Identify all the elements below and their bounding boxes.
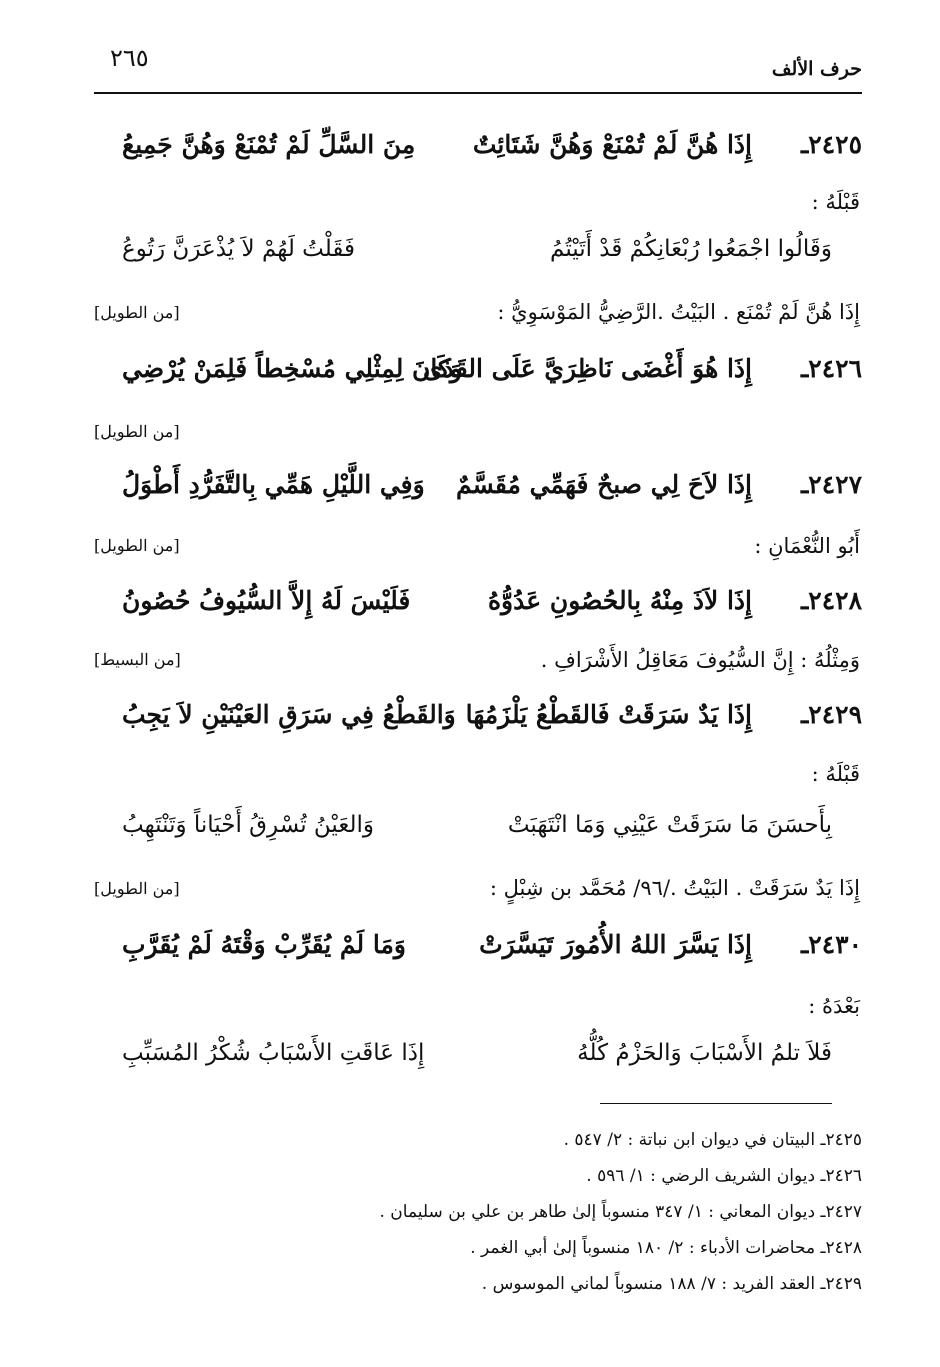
- verse-hemistich-first: إِذَا هُوَ أَغْضَى نَاظِرَيَّ عَلَى القَذَى: [423, 354, 752, 383]
- verse-hemistich-first: إِذَا يَسَّرَ اللهُ الأُمُورَ تَيَسَّرَتْ: [479, 930, 752, 959]
- verse-note: أَبُو النُّعْمَانِ :: [754, 534, 860, 558]
- verse-number: ٢٤٢٨ـ: [800, 586, 862, 615]
- related-verse: [94, 812, 862, 856]
- meter-label: [من البسيط]: [94, 650, 181, 669]
- meter-label: [من الطويل]: [94, 879, 180, 898]
- verse-note: قَبْلَهُ :: [811, 762, 860, 786]
- verse-hemistich-second: وَمَا لَمْ يُقَرِّبْ وَقْتَهُ لَمْ يُقَرَّبِ: [122, 930, 406, 959]
- related-verse: [94, 1040, 862, 1084]
- verse-note: وَمِثْلُهُ : إِنَّ السُّيُوفَ مَعَاقِلُ الأَشْرَافِ .: [540, 648, 860, 672]
- footnote-item: ٢٤٢٥ـ البيتان في ديوان ابن نباتة : ٢/ ٥٤٧ .: [563, 1130, 862, 1150]
- verse-hemistich-first: إِذَا لاَحَ لِي صبحٌ فَهَمِّي مُقَسَّمٌ: [455, 470, 752, 499]
- verse-reference: إِذَا يَدٌ سَرَقَتْ . البَيْتُ ./٩٦/ مُحَمَّد بن شِبْلٍ :: [489, 876, 860, 900]
- verse-note: بَعْدَهُ :: [808, 994, 860, 1018]
- related-hemistich-first: بِأَحسَنَ مَا سَرَقَتْ عَيْنِي وَمَا انْتَهَبَتْ: [507, 812, 832, 838]
- verse-number: ٢٤٣٠ـ: [800, 930, 862, 959]
- footnote-item: ٢٤٢٦ـ ديوان الشريف الرضي : ١/ ٥٩٦ .: [586, 1166, 862, 1186]
- related-hemistich-first: فَلاَ تلمُ الأَسْبَابَ وَالحَزْمُ كُلُّهُ: [577, 1040, 832, 1066]
- verse-note: قَبْلَهُ :: [811, 190, 860, 214]
- verse-hemistich-second: وَفِي اللَّيْلِ هَمِّي بِالتَّفَرُّدِ أَطْوَلُ: [122, 470, 425, 499]
- footnote-divider: [600, 1103, 832, 1104]
- meter-label: [من الطويل]: [94, 303, 180, 322]
- header-divider: [94, 92, 862, 94]
- verse-hemistich-first: إِذَا هُنَّ لَمْ تُمْنَعْ وَهُنَّ شَتَائِتٌ: [472, 130, 752, 159]
- verse-2430: [94, 930, 862, 974]
- related-hemistich-first: وَقَالُوا اجْمَعُوا رُبْعَانِكُمْ قَدْ أَتَيْتُمُ: [550, 236, 832, 262]
- verse-hemistich-second: وَكَانَ لِمِثْلِي مُسْخِطاً فَلِمَنْ يُرْضِي: [122, 354, 462, 383]
- verse-hemistich-second: مِنَ السَّلِّ لَمْ تُمْنَعْ وَهُنَّ جَمِيعُ: [122, 130, 416, 159]
- verse-2427: [94, 470, 862, 514]
- page-number: ٢٦٥: [110, 44, 149, 72]
- verse-hemistich-second: وَالقَطْعُ فِي سَرَقِ العَيْنَيْنِ لاَ يَجِبُ: [122, 700, 456, 729]
- related-hemistich-second: إِذَا عَاقَتِ الأَسْبَابُ شُكْرُ المُسَبِّبِ: [122, 1040, 425, 1066]
- verse-hemistich-second: فَلَيْسَ لَهُ إِلاَّ السُّيُوفُ حُصُونُ: [122, 586, 411, 615]
- related-hemistich-second: وَالعَيْنُ تُسْرِقُ أَحْيَاناً وَتَنْتَهِبُ: [122, 812, 374, 838]
- verse-hemistich-first: إِذَا لاَذَ مِنْهُ بِالحُصُونِ عَدُوُّهُ: [487, 586, 752, 615]
- meter-label: [من الطويل]: [94, 536, 180, 555]
- verse-hemistich-first: إِذَا يَدٌ سَرَقَتْ فَالقَطْعُ يَلْزَمُهَا: [465, 700, 752, 729]
- running-header-title: حرف الألف: [771, 58, 862, 80]
- footnote-item: ٢٤٢٨ـ محاضرات الأدباء : ٢/ ١٨٠ منسوباً إلىٰ أبي الغمر .: [470, 1238, 862, 1258]
- footnote-item: ٢٤٢٩ـ العقد الفريد : ٧/ ١٨٨ منسوباً لماني الموسوس .: [481, 1274, 862, 1294]
- footnote-item: ٢٤٢٧ـ ديوان المعاني : ١/ ٣٤٧ منسوباً إلىٰ طاهر بن علي بن سليمان .: [379, 1202, 862, 1222]
- verse-2429: [94, 700, 862, 744]
- verse-2428: [94, 586, 862, 630]
- verse-number: ٢٤٢٥ـ: [800, 130, 862, 159]
- footnotes: [380, 1122, 863, 1302]
- related-verse: [94, 236, 862, 280]
- meter-label: [من الطويل]: [94, 422, 180, 441]
- verse-number: ٢٤٢٧ـ: [800, 470, 862, 499]
- verse-2425: [94, 130, 862, 174]
- verse-number: ٢٤٢٩ـ: [800, 700, 862, 729]
- related-hemistich-second: فَقَلْتُ لَهُمْ لاَ يُذْعَرَنَّ رَتُوعُ: [122, 236, 355, 262]
- verse-number: ٢٤٢٦ـ: [800, 354, 862, 383]
- verse-reference: إِذَا هُنَّ لَمْ تُمْنَع . البَيْتُ .الرَّضِيُّ المَوْسَوِيُّ :: [497, 300, 860, 324]
- verse-2426: [94, 354, 862, 398]
